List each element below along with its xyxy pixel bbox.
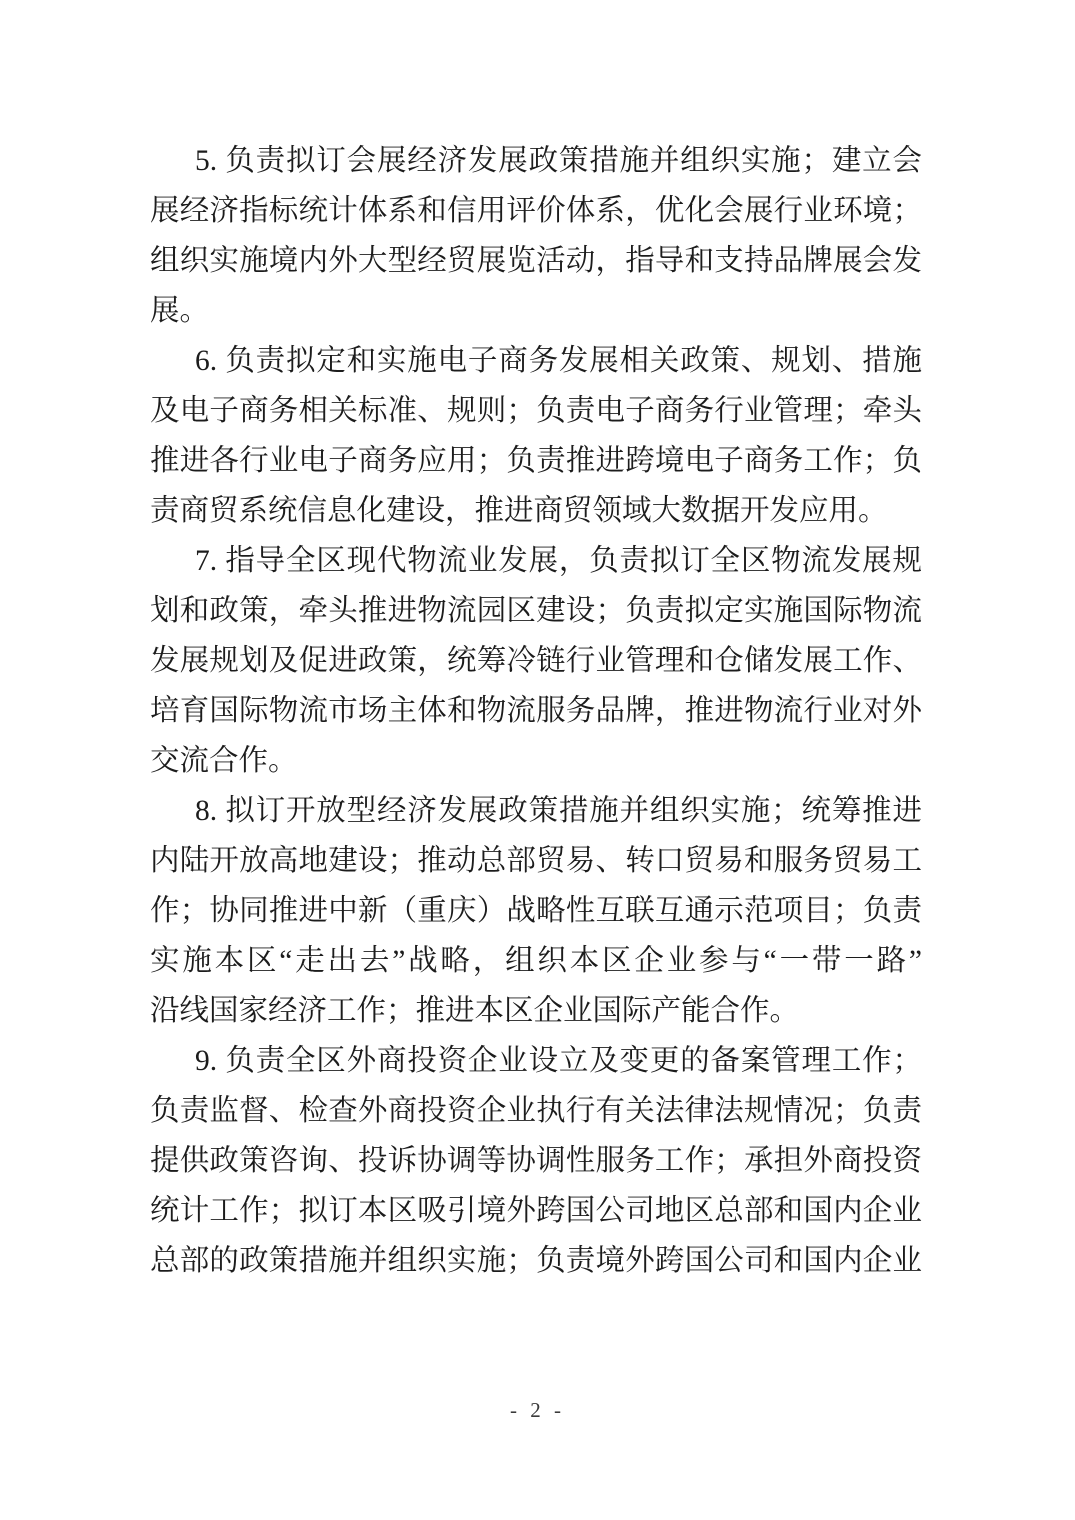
text-line: 7. 指导全区现代物流业发展，负责拟订全区物流发展规 (195, 545, 922, 577)
paragraph-6 (150, 336, 922, 536)
text-line: 发展规划及促进政策，统筹冷链行业管理和仓储发展工作、 (150, 645, 922, 677)
document-body (150, 136, 922, 1286)
text-line: 划和政策，牵头推进物流园区建设；负责拟定实施国际物流 (150, 595, 922, 627)
text-line: 作；协同推进中新（重庆）战略性互联互通示范项目；负责 (150, 895, 922, 927)
text-line: 组织实施境内外大型经贸展览活动，指导和支持品牌展会发 (150, 245, 922, 277)
text-line: 总部的政策措施并组织实施；负责境外跨国公司和国内企业 (150, 1245, 922, 1277)
text-line: 推进各行业电子商务应用；负责推进跨境电子商务工作；负 (150, 445, 922, 477)
text-line: 提供政策咨询、投诉协调等协调性服务工作；承担外商投资 (150, 1145, 922, 1177)
text-line: 负责监督、检查外商投资企业执行有关法律法规情况；负责 (150, 1095, 922, 1127)
text-line: 5. 负责拟订会展经济发展政策措施并组织实施；建立会 (195, 145, 922, 177)
text-line: 9. 负责全区外商投资企业设立及变更的备案管理工作； (195, 1045, 922, 1077)
text-line: 实施本区“走出去”战略，组织本区企业参与“一带一路” (150, 945, 922, 977)
text-line: 展经济指标统计体系和信用评价体系，优化会展行业环境； (150, 195, 922, 227)
text-line: 统计工作；拟订本区吸引境外跨国公司地区总部和国内企业 (150, 1195, 922, 1227)
text-line: 内陆开放高地建设；推动总部贸易、转口贸易和服务贸易工 (150, 845, 922, 877)
page-number: - 2 - (510, 1398, 565, 1422)
text-line: 培育国际物流市场主体和物流服务品牌，推进物流行业对外 (150, 695, 922, 727)
text-line: 沿线国家经济工作；推进本区企业国际产能合作。 (150, 995, 800, 1027)
text-line: 及电子商务相关标准、规则；负责电子商务行业管理；牵头 (150, 395, 922, 427)
text-line: 6. 负责拟定和实施电子商务发展相关政策、规划、措施 (195, 345, 922, 377)
paragraph-8 (150, 786, 922, 1036)
text-line: 交流合作。 (150, 745, 298, 777)
text-line: 8. 拟订开放型经济发展政策措施并组织实施；统筹推进 (195, 795, 922, 827)
text-line: 展。 (150, 295, 210, 327)
paragraph-9 (150, 1036, 922, 1286)
page-footer (0, 1398, 1075, 1423)
text-line: 责商贸系统信息化建设，推进商贸领域大数据开发应用。 (150, 495, 888, 527)
paragraph-7 (150, 536, 922, 786)
paragraph-5 (150, 136, 922, 336)
